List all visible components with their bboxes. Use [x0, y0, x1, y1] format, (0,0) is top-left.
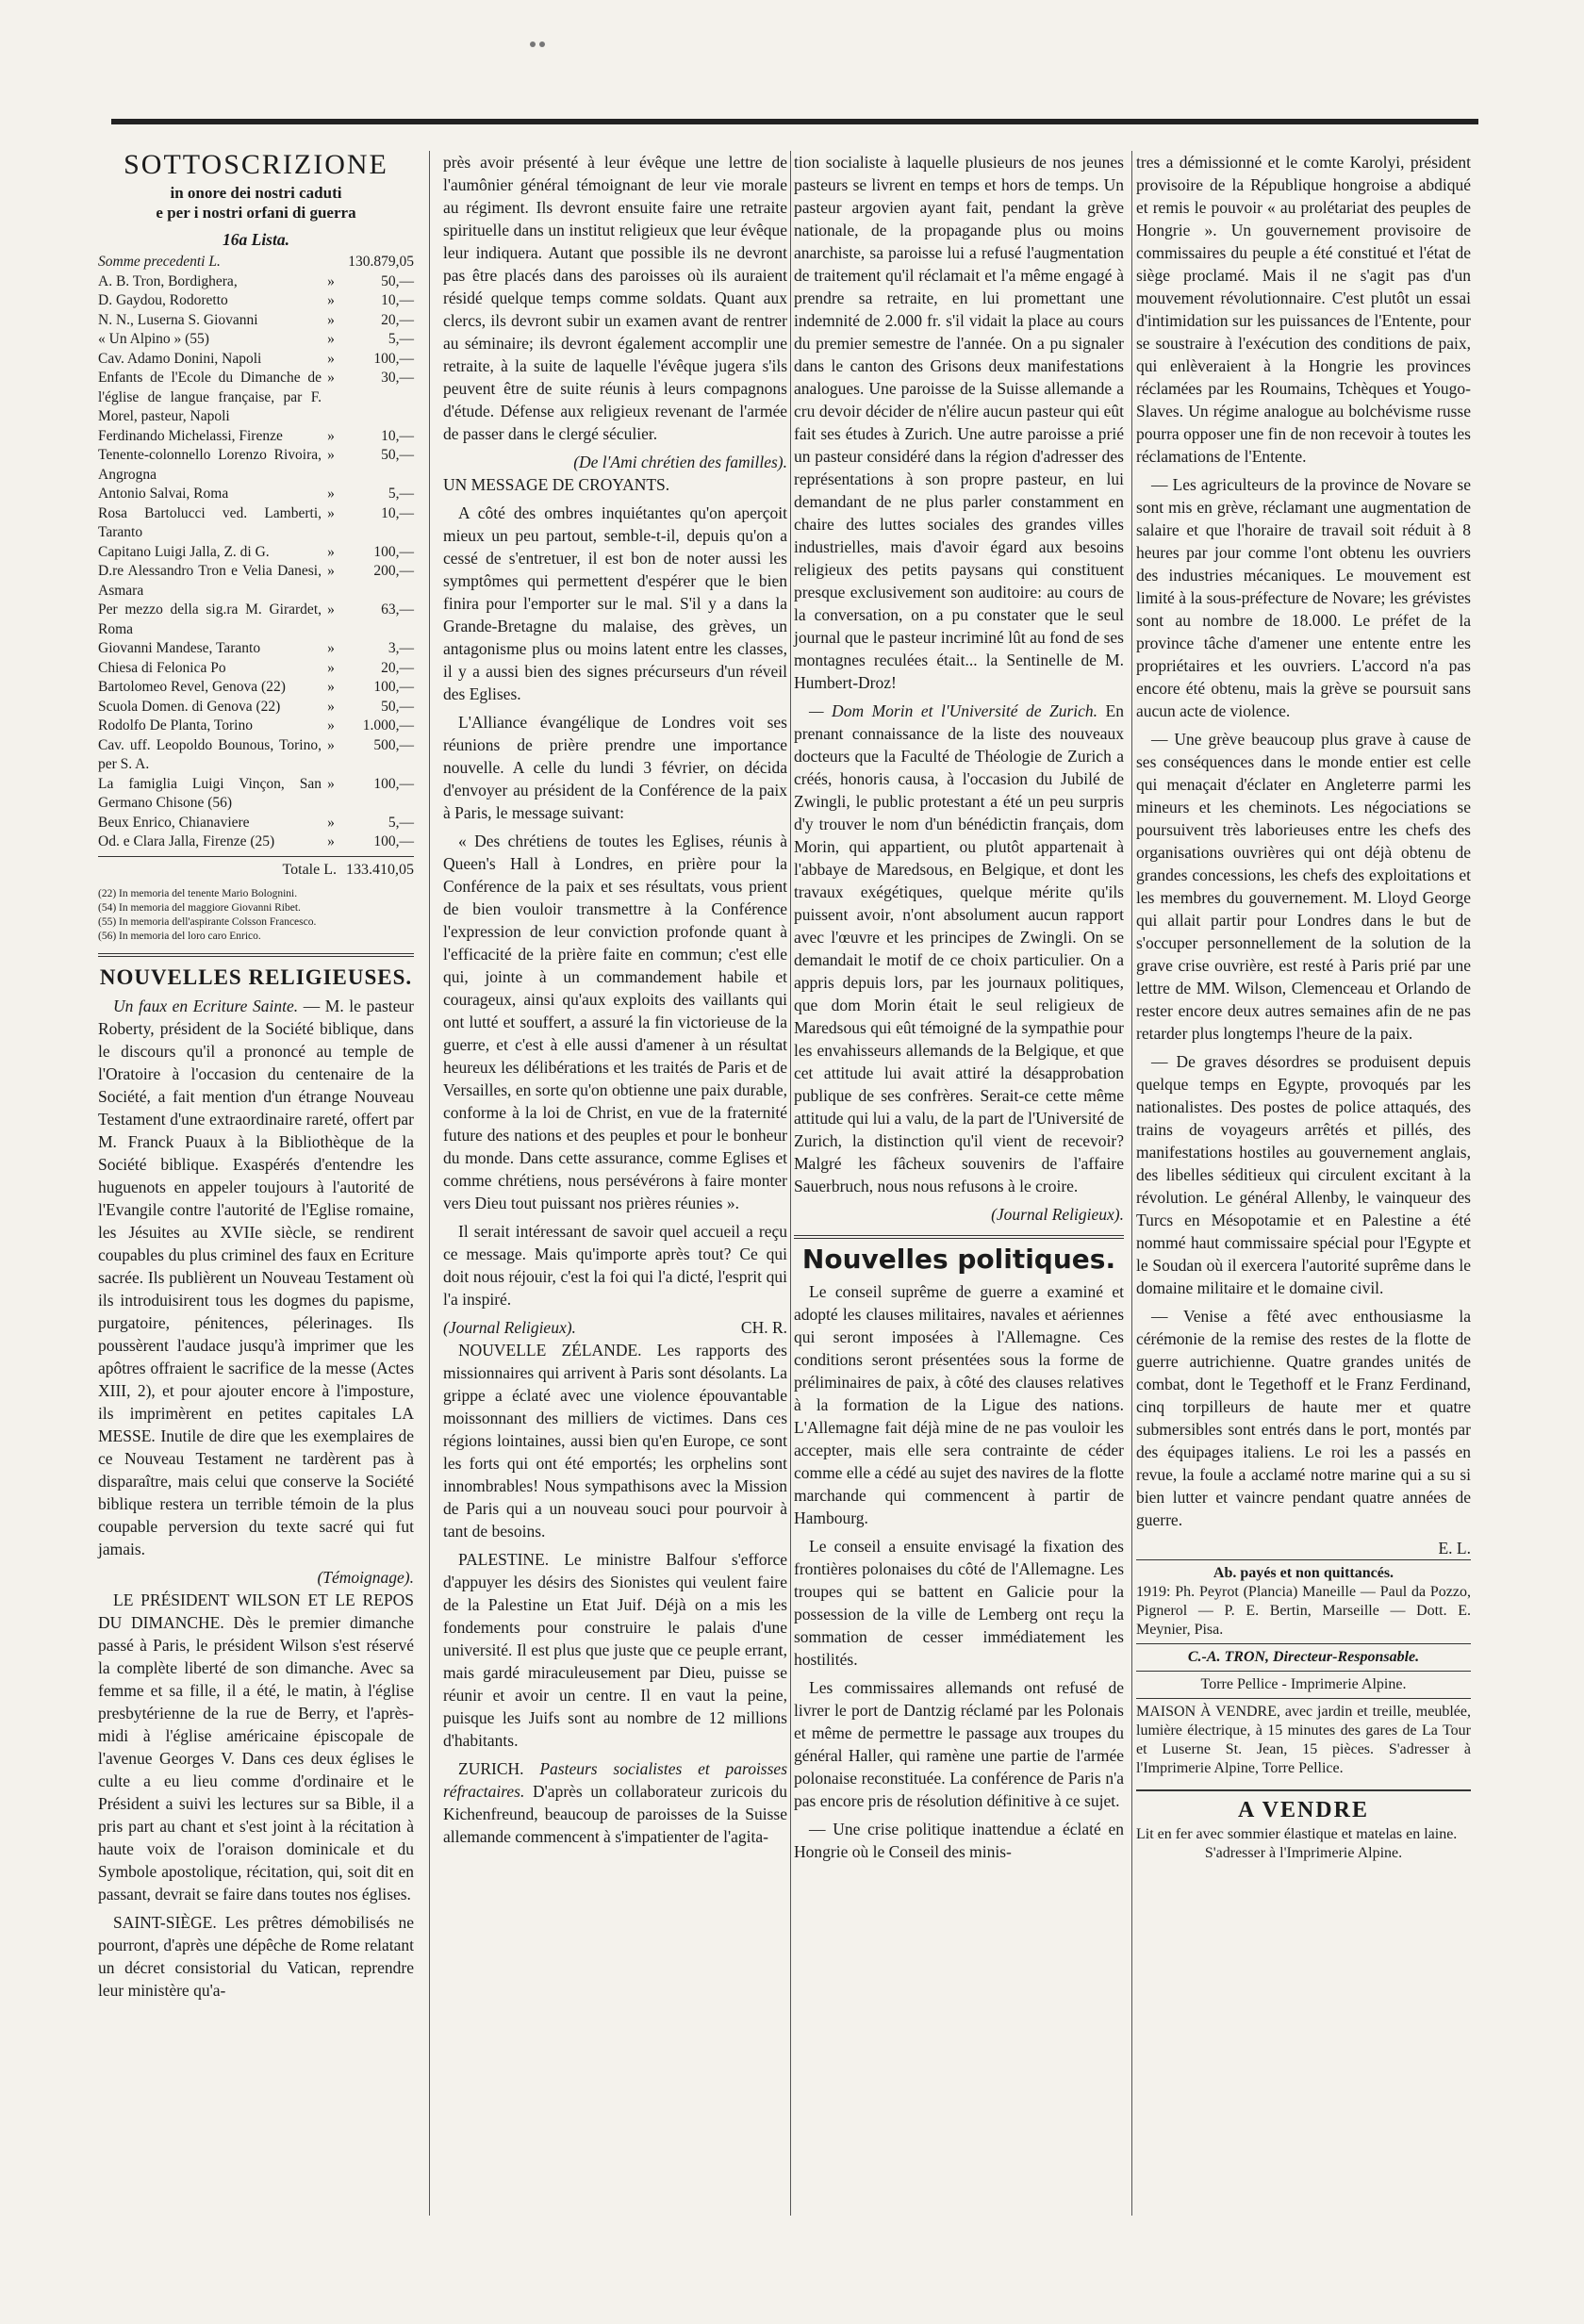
donation-amount: 3,— [388, 640, 414, 656]
subscription-row [98, 717, 414, 736]
article-source: (Journal Religieux). [991, 1205, 1124, 1224]
subscription-row [98, 832, 414, 852]
subscription-list [98, 253, 414, 852]
article-paragraph: — Une crise politique inattendue a éclaté en Hongrie où le Conseil des minis- [794, 1820, 1124, 1861]
ditto-mark: » [327, 447, 335, 463]
total-value: 133.410,05 [346, 861, 414, 878]
donor-name: Cav. Adamo Donini, Napoli [98, 350, 262, 367]
memorial-notes [98, 887, 414, 944]
column-divider [429, 151, 430, 2216]
donation-amount: 5,— [388, 814, 414, 831]
total-label: Totale L. [282, 861, 337, 878]
ditto-mark: » [327, 563, 335, 579]
donor-name: Antonio Salvai, Roma [98, 486, 229, 502]
memorial-note: (56) In memoria del loro caro Enrico. [98, 930, 261, 942]
article-paragraph: Les commissaires allemands ont refusé de livrer le port de Dantzig réclamé par les Polonais et même de permettre le passage aux troupes du général Haller, qui ramène une partie de l'armée polonaise reconstituée. La conférence de Paris n'a pas encore pris de résolution définitive à ce sujet. [794, 1678, 1124, 1810]
director-line: C.-A. TRON, Directeur-Responsable. [1136, 1643, 1471, 1671]
donor-name: Per mezzo della sig.ra M. Girardet, Roma [98, 602, 322, 637]
article-source: (Témoignage). [317, 1567, 414, 1587]
ditto-mark: » [327, 698, 335, 715]
ditto-mark: » [327, 775, 335, 792]
donation-amount: 63,— [381, 602, 414, 618]
donor-name: D.re Alessandro Tron e Velia Danesi, Asmara [98, 563, 322, 599]
article-paragraph [443, 1757, 787, 1848]
donor-name: N. N., Luserna S. Giovanni [98, 311, 258, 328]
subscriptions-notice [1136, 1559, 1471, 1643]
donation-amount: 100,— [373, 679, 414, 695]
subscription-row [98, 504, 414, 543]
donation-amount: 20,— [381, 659, 414, 676]
donation-amount: 50,— [381, 272, 414, 289]
subscription-row [98, 775, 414, 814]
donation-amount: 100,— [373, 350, 414, 367]
article-lead: Un faux en Ecriture Sainte. [113, 996, 299, 1015]
donation-amount: 30,— [381, 370, 414, 386]
subscription-row [98, 330, 414, 350]
subscription-subtitle: in onore dei nostri caduti [170, 184, 342, 202]
subscription-subtitle: e per i nostri orfani di guerra [156, 204, 356, 222]
classified-ad: MAISON À VENDRE, avec jardin et treille, meublée, lumière électrique, à 15 minutes des gares de La Tour et Luserne St. Jean, 15 pièces. S'adresser à l'Imprimerie Alpine, Torre Pellice. [1136, 1698, 1471, 1782]
donation-amount: 50,— [381, 698, 414, 715]
article-paragraph: — De graves désordres se produisent depuis quelque temps en Egypte, provoqués par les nationalistes. Des postes de police attaqués, des trains de voyageurs arrêtés et pillés, des manifestations hostiles au gouvernement anglais, des libelles séditieux qui circulent excitant à la révolution. Le général Allenby, le vainqueur des Turcs en Mésopotamie et en Palestine a été nommé haut commissaire spécial pour l'Egypte et le Soudan où il exercera l'autorité suprême dans le domaine militaire et le domaine civil. [1136, 1052, 1471, 1297]
subscription-title: SOTTOSCRIZIONE [124, 149, 388, 180]
donor-name: Scuola Domen. di Genova (22) [98, 698, 281, 715]
subscription-row [98, 253, 414, 272]
article-paragraph: Le conseil a ensuite envisagé la fixation des frontières polonaises du côté de l'Allemagne. Les troupes qui se battent en Galicie pour la possession de la ville de Lemberg ont reçu la sommation de cesser immédiatement les hostilités. [794, 1537, 1124, 1669]
article-text: Le ministre Balfour s'efforce d'appuyer les désirs des Sionistes qui veulent faire de la Palestine un Etat Juif. Déjà on a mis les fondements pour construire le palais d'une université. Il est plus que juste que ce peuple errant, mais gardé miraculeusement par Dieu, puisse se réunir et avoir un centre. Il en vaut la peine, puisque les Juifs sont au nombre de 12 millions d'habitants. [443, 1550, 787, 1750]
column-4 [1136, 151, 1471, 1863]
article-lead: PALESTINE. [458, 1550, 550, 1569]
article-paragraph [443, 1548, 787, 1752]
donor-name: Enfants de l'Ecole du Dimanche de l'église de langue française, par F. Morel, pasteur, Napoli [98, 370, 322, 424]
donation-amount: 50,— [381, 447, 414, 463]
ditto-mark: » [327, 717, 335, 733]
article-paragraph: L'Alliance évangélique de Londres voit ses réunions de prière prendre une importance nouvelle. A celle du lundi 3 février, on décida d'envoyer au président de la Conférence de la paix à Paris, le message suivant: [443, 713, 787, 822]
article-text: — M. le pasteur Roberty, président de la Société biblique, dans le discours qu'il a prononcé au temple de l'Oratoire à l'occasion du centenaire de la Société, a fait mention d'un étrange Nouveau Testament d'une extraordinaire rareté, offert par M. Franck Puaux à la Bibliothèque de la Société biblique. Exaspérés d'entendre les huguenots en appeler toujours à l'autorité de l'Evangile contre l'autorité de l'Eglise romaine, les Jésuites au XVIIe siècle, se rendirent coupables du plus criminel des faux en Ecriture sacrée. Ils publièrent un Nouveau Testament où ils introduisirent tous les dogmes du papisme, purgatoire, pénitences, pélerinages. Ils poussèrent l'audace jusqu'à imprimer que les apôtres offraient le sacrifice de la messe (Actes XIII, 2), et pour ajouter encore à l'imposture, ils imprimèrent en petites capitales LA MESSE. Inutile de dire que les exemplaires de ce Nouveau Testament ne tardèrent pas à disparaître, mais celui que conserve la Société biblique restera un terrible témoin de la plus coupable perversion du texte sacré qui fut jamais. [98, 996, 414, 1558]
donation-amount: 100,— [373, 543, 414, 560]
donation-amount: 200,— [373, 563, 414, 579]
article-paragraph [98, 1589, 414, 1905]
column-2 [443, 151, 787, 1854]
donation-amount: 10,— [381, 504, 414, 521]
memorial-note: (55) In memoria dell'aspirante Colsson Francesco. [98, 915, 317, 928]
donor-name: Rosa Bartolucci ved. Lamberti, Taranto [98, 504, 322, 540]
ditto-mark: » [327, 679, 335, 695]
donation-amount: 1.000,— [362, 717, 414, 733]
article-paragraph: tres a démissionné et le comte Karolyi, président provisoire de la République hongroise a abdiqué et remis le pouvoir « au prolétariat des peuples de Hongrie ». Un gouvernement provisoire de commissaires du peuple a été constitué et l'état de siège proclamé. Mais il ne s'agit pas d'un mouvement révolutionnaire. C'est plutôt un essai d'intimidation sur les puissances de l'Entente, pour se soustraire à l'exécution des conditions de paix, qui enlèveraient à la Hongrie les provinces réclamées par les Roumains, Tchèques et Yougo-Slaves. Un régime analogue au bolchévisme russe pourra opposer une fin de non recevoir à toutes les réclamations de l'Entente. [1136, 153, 1471, 466]
article-signature [443, 1316, 787, 1339]
memorial-note: (54) In memoria del maggiore Giovanni Ribet. [98, 901, 301, 914]
donor-name: Somme precedenti L. [98, 254, 221, 270]
ditto-mark: » [327, 736, 335, 753]
subscription-row [98, 698, 414, 717]
subscription-row [98, 485, 414, 504]
ditto-mark: » [327, 272, 335, 289]
article-paragraph [443, 1339, 787, 1542]
donor-name: Giovanni Mandese, Taranto [98, 640, 261, 656]
subscription-row [98, 446, 414, 485]
ditto-mark: » [327, 350, 335, 367]
article-lead: ZURICH. [458, 1759, 524, 1778]
ditto-mark: » [327, 543, 335, 560]
printer-line: Torre Pellice - Imprimerie Alpine. [1136, 1671, 1471, 1698]
subscription-row [98, 601, 414, 639]
article-source: (De l'Ami chrétien des familles). [573, 453, 787, 471]
classified-ad-contact: S'adresser à l'Imprimerie Alpine. [1204, 1845, 1403, 1861]
subscription-row [98, 736, 414, 775]
article-paragraph: tion socialiste à laquelle plusieurs de nos jeunes pasteurs se livrent en temps et hors de temps. Un pasteur argovien ayant fait, pendant la grève nationale, de la propagande plus ou moins anarchiste, sa paroisse lui a refusé l'augmentation de traitement qu'il réclamait et l'a même engagé à prendre sa retraite, en lui promettant une indemnité de 2.000 fr. s'il vidait la place au cours du premier semestre de l'année. On a pu signaler dans le canton des Grisons deux manifestations analogues. Une paroisse de la Suisse allemande a cru devoir décider de n'élire aucun pasteur qui eût fait ses études à Zurich. Une autre paroisse a prié un pasteur considéré dans la région d'adresser des représentations à son propre pasteur, en lui demandant de ne plus parler constamment en chaire des luttes sociales des grandes villes industrielles, mais d'avoir égard aux besoins religieux des petits paysans qui constituent presque exclusivement son auditoire: au cours de la conversation, on a pu constater que le seul journal que le pasteur incriminé lût au fond de ses montagnes reculées était... la Sentinelle de M. Humbert-Droz! [794, 153, 1124, 692]
article-paragraph: — Une grève beaucoup plus grave à cause de ses conséquences dans le monde entier est celle qui menaçait d'éclater en Angleterre parmi les mineurs et les cheminots. Les négociations se poursuivent très laborieuses entre les chefs des organisations ouvrières qui ont déjà obtenu de grandes concessions, les chefs des exploitations et les membres du gouvernement. M. Lloyd George qui allait partir pour Londres dans le but de s'occuper personnellement de la solution de la grave crise ouvrière, est resté à Paris prié par une lettre de MM. Wilson, Clemenceau et Orlando de rester encore deux autres semaines afin de ne pas retarder plus longtemps l'heure de la paix. [1136, 730, 1471, 1043]
subscription-row [98, 678, 414, 698]
article-paragraph [98, 1911, 414, 2002]
article-lead: LE PRÉSIDENT WILSON ET LE REPOS DU DIMANCHE. [98, 1590, 414, 1632]
ditto-mark: » [327, 659, 335, 676]
donation-amount: 130.879,05 [348, 254, 414, 270]
subscription-row [98, 369, 414, 427]
header-rule [111, 119, 1478, 124]
subscription-row [98, 639, 414, 659]
article-paragraph: Le conseil suprême de guerre a examiné et adopté les clauses militaires, navales et aériennes qui seront imposées à l'Allemagne. Ces conditions seront présentées sous la forme de préliminaires de paix, à côté des clauses relatives à la formation de la Ligue des nations. L'Allemagne fait déjà mine de ne pas vouloir les accepter, mais elle sera contrainte de céder comme elle a cédé au sujet des navires de la flotte marchande qui commencent à partir de Hambourg. [794, 1282, 1124, 1527]
donor-name: Ferdinando Michelassi, Firenze [98, 427, 283, 444]
subscription-row [98, 562, 414, 601]
ditto-mark: » [327, 370, 335, 386]
donation-amount: 5,— [388, 486, 414, 502]
donor-name: Bartolomeo Revel, Genova (22) [98, 679, 286, 695]
subscription-row [98, 291, 414, 311]
article-lead: SAINT-SIÈGE. [113, 1912, 217, 1932]
article-text: Dès le premier dimanche passé à Paris, le président Wilson s'est réservé la complète liberté de son dimanche. Avec sa femme et sa fille, il a été, le matin, à l'église presbytérienne de la rue de Berry, et l'après-midi à l'église américaine épiscopale de l'avenue Georges V. Dans ces deux églises le culte a eu lieu comme d'ordinaire et le Président a suivi les lectures sur sa Bible, il a pris part au chant et s'est joint à la récitation à haute voix de l'oraison dominicale et du Symbole apostolique, récitation, qui, soit dit en passant, devrait se faire dans toutes nos églises. [98, 1612, 414, 1904]
ad-heading: A VENDRE [1238, 1798, 1369, 1822]
subscription-row [98, 272, 414, 292]
ditto-mark: » [327, 486, 335, 502]
ditto-mark [325, 253, 337, 272]
memorial-note: (22) In memoria del tenente Mario Bolognini. [98, 887, 298, 899]
article-heading: UN MESSAGE DE CROYANTS. [443, 475, 670, 494]
article-paragraph: — Venise a fêté avec enthousiasme la cérémonie de la remise des restes de la flotte de guerre autrichienne. Quatre grandes unités de combat, dont le Tegethoff et le Franz Ferdinand, cinq torpilleurs de haute mer et quatre submersibles sont entrés dans le port, montés par des équipages italiens. Le roi les a passés en revue, la foule a acclamé notre marine qui a su si bien lutter et vaincre pendant quatre années de guerre. [1136, 1307, 1471, 1529]
subscription-row [98, 543, 414, 563]
donation-amount: 100,— [373, 833, 414, 849]
column-1 [98, 151, 414, 2007]
section-heading: NOUVELLES RELIGIEUSES. [99, 964, 413, 989]
ditto-mark: » [327, 292, 335, 308]
ditto-mark: » [327, 640, 335, 656]
donor-name: D. Gaydou, Rodoretto [98, 292, 228, 308]
article-paragraph: — Les agriculteurs de la province de Novare se sont mis en grève, réclamant une augmentation de salaire et que l'horaire de travail soit réduit à 8 heures par jour comme l'ont obtenu les ouvriers des industries mécaniques. Le mouvement est limité à la sous-préfecture de Novare; les grévistes sont au nombre de 18.000. Le préfet de la province tâche d'amener une entente entre les propriétaires et les ouvriers. L'accord n'a pas encore été obtenu, mais la grève se poursuit sans aucun acte de violence. [1136, 475, 1471, 720]
ditto-mark: » [327, 504, 335, 521]
subscription-total [98, 856, 414, 882]
article-paragraph: « Des chrétiens de toutes les Eglises, réunis à Queen's Hall à Londres, en prière pour la Conférence de la paix et ses résultats, vous prient de bien vouloir transmettre à la Conférence l'expression de leur conviction profonde quant à l'efficacité de la prière faite en commun; c'est elle qui, jointe à un commandement habile et courageux, ainsi qu'aux exploits des vaillants qui ont lutté et souffert, a assuré la fin victorieuse de la guerre, et c'est à elle aussi d'amener à un résultat heureux les délibérations et les traités de Paris et de Versailles, en sorte qu'on obtienne une paix durable, conforme à la loi de Christ, en vue de la fraternité future des nations et des peuples et pour le bonheur du monde. Dans cette assurance, comme Eglises et comme chrétiens, nous persévérons à faire monter vers Dieu tout puissant nos prières réunies ». [443, 832, 787, 1212]
ditto-mark: » [327, 602, 335, 618]
divider [794, 1235, 1124, 1239]
donor-name: Beux Enrico, Chianaviere [98, 814, 250, 831]
donor-name: « Un Alpino » (55) [98, 331, 209, 347]
article-paragraph: près avoir présenté à leur évêque une lettre de l'aumônier général témoignant de leur vie morale au régiment. Ils devront ensuite faire une retraite spirituelle dans un institut religieux que leur évêque leur indiquera. Autant que possible ils ne devront pas être placés dans des paroisses où ils auraient résidé quelque temps comme soldats. Quant aux clercs, ils devront subir un examen avant de rentrer au séminaire; ils devront également accomplir une retraite, à la suite de laquelle l'évêque jugera s'ils peuvent être de suite réunis à leurs compagnons d'étude. Défense aux religieux revenant de l'armée de passer dans le clergé séculier. [443, 153, 787, 443]
subscription-row [98, 427, 414, 447]
article-paragraph: Il serait intéressant de savoir quel accueil a reçu ce message. Mais qu'importe après tout? Ce qui doit nous réjouir, c'est la foi qui l'a dicté, l'esprit qui l'a inspiré. [443, 1222, 787, 1309]
donor-name: Chiesa di Felonica Po [98, 659, 226, 676]
notice-heading: Ab. payés et non quittancés. [1213, 1565, 1394, 1581]
column-3 [794, 151, 1124, 1869]
ditto-mark: » [327, 427, 335, 444]
classified-ad: Lit en fer avec sommier élastique et matelas en laine. [1136, 1826, 1458, 1842]
ornament-icon [526, 38, 553, 51]
donor-name: Cav. uff. Leopoldo Bounous, Torino, per S. A. [98, 736, 322, 772]
donor-name: Od. e Clara Jalla, Firenze (25) [98, 833, 275, 849]
list-label: 16a Lista. [223, 230, 289, 249]
ditto-mark: » [327, 331, 335, 347]
author-initials: CH. R. [740, 1318, 787, 1337]
donor-name: A. B. Tron, Bordighera, [98, 272, 238, 289]
article-text: Les rapports des missionnaires qui arrivent à Paris sont désolants. La grippe a éclaté avec une violence épouvantable moissonnant des milliers de victimes. Dans ces régions lointaines, aussi bien qu'en Europe, ce sont les forts qui ont été emportés; les orphelins sont innombrables! Nous sympathisons avec la Mission de Paris qui a un nouveau souci pour pourvoir à tant de besoins. [443, 1341, 787, 1541]
notice-text: 1919: Ph. Peyrot (Plancia) Maneille — Paul da Pozzo, Pignerol — P. E. Bertin, Marseille — Dott. E. Meynier, Pisa. [1136, 1584, 1471, 1638]
ditto-mark: » [327, 814, 335, 831]
article-paragraph [794, 700, 1124, 1197]
subscription-row [98, 350, 414, 370]
ditto-mark: » [327, 311, 335, 328]
donation-amount: 5,— [388, 331, 414, 347]
donor-name: Tenente-colonnello Lorenzo Rivoira, Angrogna [98, 447, 322, 483]
article-text: En prenant connaissance de la liste des nouveaux docteurs que la Faculté de Théologie de Zurich a créés, honoris causa, à l'occasion du Jubilé de Zwingli, le public protestant a été un peu surpris d'y trouver le nom d'un bénédictin français, dom Morin, qui appartient, ou plutôt appartenait à l'abbaye de Maredsous, en Belgique, et dont les travaux exégétiques, quelque mérite qu'ils puissent avoir, n'ont absolument aucun rapport avec l'œuvre et les principes de Zwingli. On se demandait le motif de ce choix particulier. On a appris depuis lors, par les journaux politiques, que dom Morin était le seul religieux de Maredsous qui eût témoigné de la sympathie pour les envahisseurs allemands de la Belgique, et que cet attitude lui avait attiré la désapprobation publique de ses confrères. Serait-ce cette même attitude qui lui a valu, de la part de l'Université de Zurich, la distinction qu'il vient de recevoir? Malgré les fâcheux souvenirs de l'affaire Sauerbruch, nous nous refusons à le croire. [794, 701, 1124, 1195]
donor-name: Rodolfo De Planta, Torino [98, 717, 253, 733]
article-subtitle: Pasteurs socialistes et paroisses réfractaires. [443, 1759, 788, 1801]
section-heading: Nouvelles politiques. [801, 1244, 1116, 1275]
column-divider [790, 151, 791, 2216]
donation-amount: 10,— [381, 292, 414, 308]
donation-amount: 10,— [381, 427, 414, 444]
divider [98, 953, 414, 957]
article-paragraph: A côté des ombres inquiétantes qu'on aperçoit mieux un peu partout, semble-t-il, depuis qu'on a cessé de s'entretuer, il est bon de noter aussi les symptômes qui permettent d'espérer que le bien finira pour l'emporter sur le mal. S'il y a dans la Grande-Bretagne du malaise, des grèves, un antagonisme plus ou moins latent entre les classes, il y a aussi bien des signes précurseurs d'un réveil des Eglises. [443, 503, 787, 703]
article-text: Les prêtres démobilisés ne pourront, d'après une dépêche de Rome relatant un décret consistorial du Vatican, reprendre leur ministère qu'a- [98, 1912, 414, 2000]
article-lead: — Dom Morin et l'Université de Zurich. [809, 701, 1098, 720]
article-paragraph [98, 995, 414, 1560]
article-lead: NOUVELLE ZÉLANDE. [458, 1341, 642, 1360]
donor-name: La famiglia Luigi Vinçon, San Germano Chisone (56) [98, 775, 322, 811]
donation-amount: 500,— [373, 736, 414, 753]
subscription-row [98, 814, 414, 833]
subscription-row [98, 659, 414, 679]
donation-amount: 100,— [373, 775, 414, 792]
ditto-mark: » [327, 833, 335, 849]
article-source: (Journal Religieux). [443, 1318, 576, 1337]
column-divider [1131, 151, 1132, 2216]
divider [1136, 1789, 1471, 1791]
donation-amount: 20,— [381, 311, 414, 328]
donor-name: Capitano Luigi Jalla, Z. di G. [98, 543, 270, 560]
article-text: D'après un collaborateur zuricois du Kichenfreund, beaucoup de paroisses de la Suisse allemande commencent à s'impatienter de l'agita- [443, 1782, 788, 1846]
author-initials: E. L. [1438, 1539, 1471, 1558]
subscription-row [98, 311, 414, 331]
